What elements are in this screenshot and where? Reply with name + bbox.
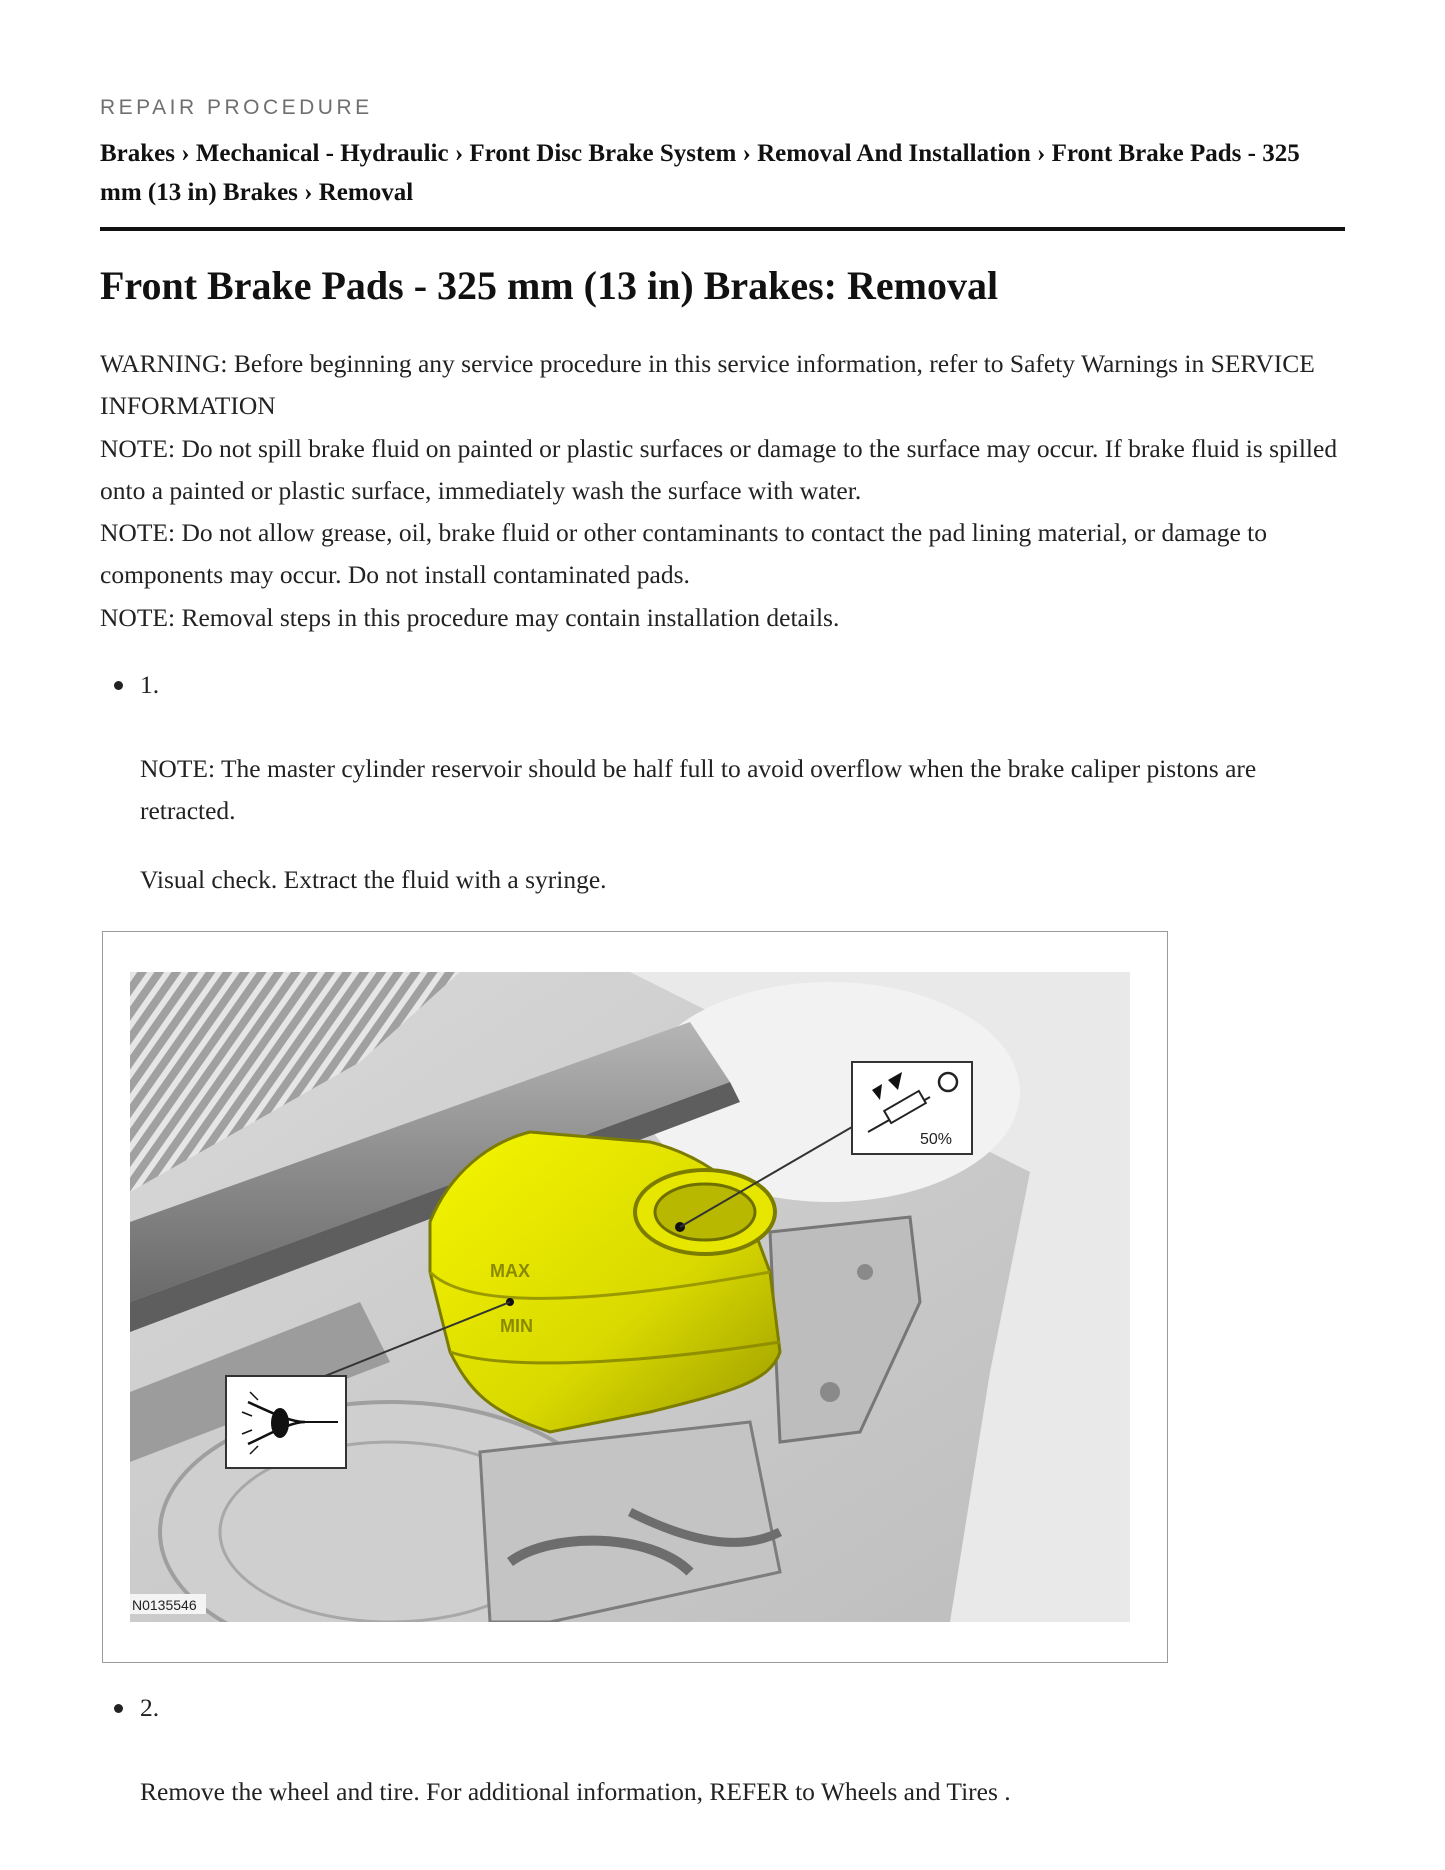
visual-check-callout	[226, 1376, 346, 1468]
max-mark: MAX	[490, 1261, 530, 1281]
fill-level-label: 50%	[920, 1131, 953, 1148]
syringe-callout	[852, 1062, 972, 1154]
step-number: 2.	[140, 1687, 159, 1729]
note-removal-steps: NOTE: Removal steps in this procedure may contain installation details.	[100, 602, 840, 632]
step-instruction: Remove the wheel and tire. For additional information, REFER to Wheels and Tires .	[140, 1777, 1011, 1806]
safety-notes	[100, 343, 1345, 639]
breadcrumb: Brakes › Mechanical - Hydraulic › Front Disc Brake System › Removal And Installation › Front Brake Pads - 325 mm (13 in) Brakes › Removal	[100, 140, 1300, 206]
procedure-figure	[102, 931, 1168, 1663]
page-title: Front Brake Pads - 325 mm (13 in) Brakes: Removal	[100, 263, 999, 308]
brake-reservoir-illustration	[130, 972, 1130, 1622]
figure-id-label: N0135546	[132, 1597, 197, 1613]
header-divider	[100, 227, 1345, 231]
note-brake-fluid: NOTE: Do not spill brake fluid on painted or plastic surfaces or damage to the surface may occur. If brake fluid is spilled onto a painted or plastic surface, immediately wash the surface with water.	[100, 433, 1338, 505]
section-eyebrow: REPAIR PROCEDURE	[100, 96, 373, 119]
step-number: 1.	[140, 664, 159, 706]
step-note: NOTE: The master cylinder reservoir should be half full to avoid overflow when the brake caliper pistons are retracted.	[140, 754, 1257, 825]
note-contaminants: NOTE: Do not allow grease, oil, brake fluid or other contaminants to contact the pad lining material, or damage to components may occur. Do not install contaminated pads.	[100, 518, 1267, 590]
min-mark: MIN	[500, 1316, 533, 1336]
warning-text: WARNING: Before beginning any service procedure in this service information, refer to Safety Warnings in SERVICE INFORMATION	[100, 349, 1315, 421]
step-instruction: Visual check. Extract the fluid with a syringe.	[140, 865, 607, 894]
